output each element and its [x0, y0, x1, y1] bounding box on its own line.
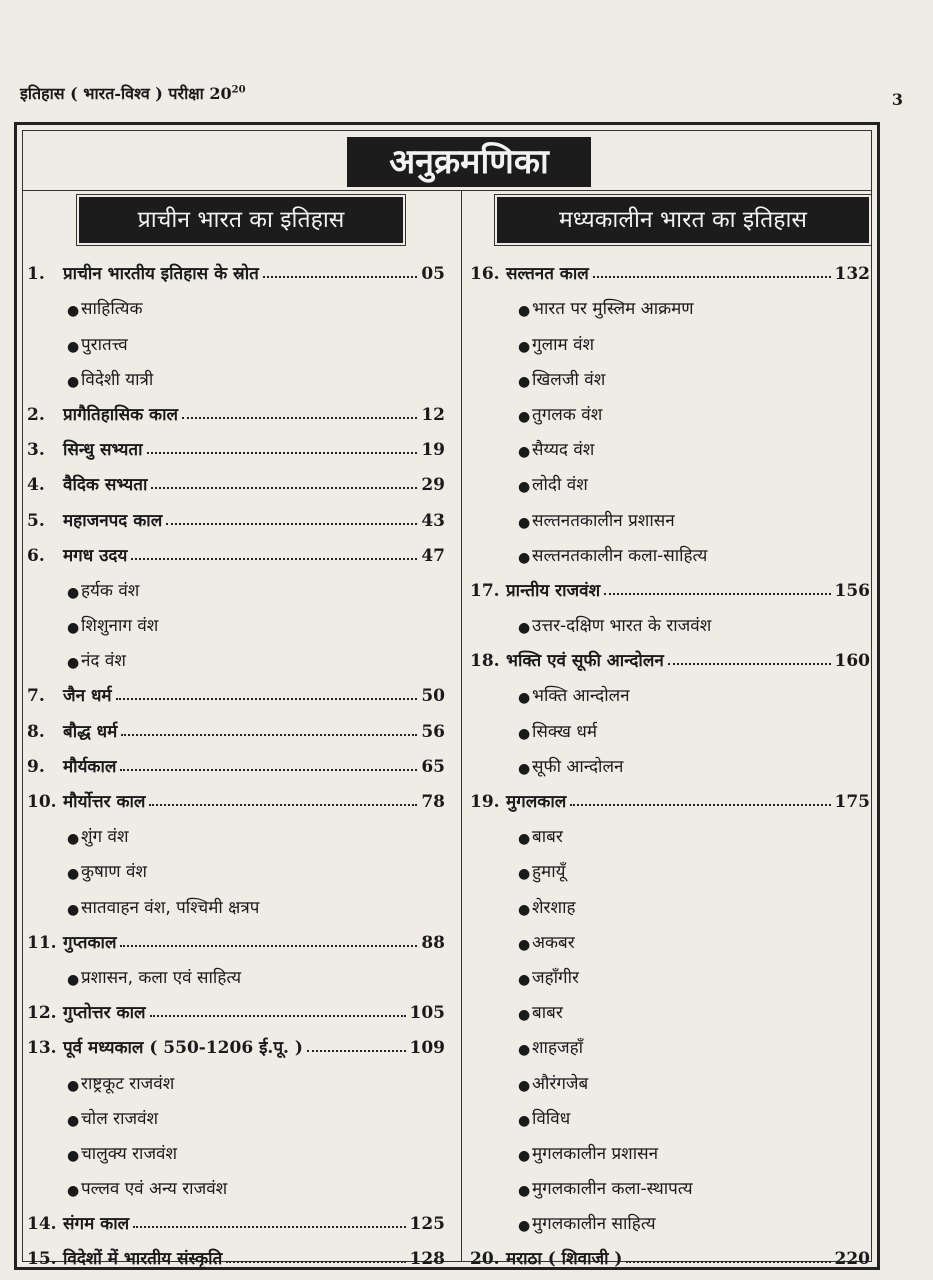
chapter-title: मौर्यकाल	[63, 756, 117, 777]
subtopic-title: नंद वंश	[81, 651, 126, 672]
chapter-page-number: 47	[421, 545, 445, 566]
subtopic-title: सल्तनतकालीन कला-साहित्य	[532, 545, 708, 566]
chapter-number: 18.	[470, 651, 500, 672]
bullet-icon: ●	[67, 584, 80, 601]
chapter-page-number: 132	[834, 264, 870, 285]
chapter-number: 15.	[27, 1249, 57, 1270]
bullet-icon: ●	[67, 373, 80, 390]
toc-subtopic-row	[470, 601, 870, 636]
toc-subtopic-row	[27, 319, 445, 354]
toc-chapter-row	[470, 1234, 870, 1269]
bullet-icon: ●	[67, 866, 80, 883]
bullet-icon: ●	[518, 1112, 531, 1129]
divider-vertical	[461, 190, 462, 1261]
subtopic-title: लोदी वंश	[532, 475, 588, 496]
bullet-icon: ●	[67, 303, 80, 320]
subtopic-title: बाबर	[532, 827, 563, 848]
toc-subtopic-row	[470, 355, 870, 390]
subtopic-title: हुमायूँ	[532, 862, 566, 883]
bullet-icon: ●	[518, 1218, 531, 1235]
bullet-icon: ●	[518, 373, 531, 390]
subtopic-title: मुगलकालीन प्रशासन	[532, 1143, 659, 1164]
bullet-icon: ●	[518, 1147, 531, 1164]
bullet-icon: ●	[518, 831, 531, 848]
dot-leader	[626, 1261, 830, 1263]
bullet-icon: ●	[518, 514, 531, 531]
chapter-number: 5.	[27, 510, 45, 531]
toc-chapter-row	[27, 988, 445, 1023]
chapter-title: जैन धर्म	[63, 686, 112, 707]
toc-chapter-row	[470, 249, 870, 284]
dot-leader	[133, 1226, 405, 1228]
bullet-icon: ●	[67, 1183, 80, 1200]
chapter-number: 4.	[27, 475, 45, 496]
toc-subtopic-row	[27, 882, 445, 917]
toc-chapter-row	[27, 918, 445, 953]
chapter-page-number: 125	[409, 1214, 445, 1235]
toc-subtopic-row	[470, 495, 870, 530]
chapter-page-number: 128	[409, 1249, 445, 1270]
subtopic-title: खिलजी वंश	[532, 369, 606, 390]
chapter-page-number: 56	[421, 721, 445, 742]
subtopic-title: भारत पर मुस्लिम आक्रमण	[532, 299, 694, 320]
toc-subtopic-row	[27, 812, 445, 847]
toc-subtopic-row	[470, 671, 870, 706]
toc-subtopic-row	[470, 882, 870, 917]
subtopic-title: पुरातत्त्व	[81, 334, 128, 355]
chapter-title: सिन्धु सभ्यता	[63, 440, 143, 461]
toc-subtopic-row	[470, 1199, 870, 1234]
toc-subtopic-row	[470, 1023, 870, 1058]
dot-leader	[226, 1261, 405, 1263]
toc-subtopic-row	[27, 355, 445, 390]
subtopic-title: तुगलक वंश	[532, 404, 603, 425]
toc-chapter-row	[27, 495, 445, 530]
dot-leader	[593, 276, 831, 278]
chapter-number: 16.	[470, 264, 500, 285]
bullet-icon: ●	[518, 620, 531, 637]
toc-subtopic-row	[27, 284, 445, 319]
toc-chapter-row	[27, 706, 445, 741]
toc-subtopic-row	[470, 1094, 870, 1129]
toc-chapter-row	[27, 1199, 445, 1234]
dot-leader	[131, 558, 417, 560]
chapter-number: 17.	[470, 580, 500, 601]
dot-leader	[182, 417, 417, 419]
subtopic-title: मुगलकालीन साहित्य	[532, 1214, 656, 1235]
toc-chapter-row	[27, 425, 445, 460]
toc-subtopic-row	[27, 1094, 445, 1129]
chapter-title: महाजनपद काल	[63, 510, 163, 531]
subtopic-title: शिशुनाग वंश	[81, 616, 159, 637]
right-column-list	[470, 249, 870, 1269]
subtopic-title: कुषाण वंश	[81, 862, 147, 883]
book-title: इतिहास ( भारत-विश्व ) परीक्षा $20^{20}$	[20, 84, 246, 103]
bullet-icon: ●	[518, 408, 531, 425]
subtopic-title: हर्यक वंश	[81, 580, 140, 601]
bullet-icon: ●	[518, 936, 531, 953]
bullet-icon: ●	[67, 1147, 80, 1164]
toc-subtopic-row	[470, 742, 870, 777]
subtopic-title: राष्ट्रकूट राजवंश	[81, 1073, 175, 1094]
toc-subtopic-row	[27, 566, 445, 601]
chapter-page-number: 65	[421, 756, 445, 777]
divider-horizontal	[23, 190, 871, 191]
bullet-icon: ●	[67, 831, 80, 848]
toc-subtopic-row	[470, 706, 870, 741]
toc-subtopic-row	[470, 531, 870, 566]
dot-leader	[668, 663, 831, 665]
chapter-number: 10.	[27, 792, 57, 812]
subtopic-title: विविध	[532, 1108, 571, 1129]
chapter-page-number: 50	[421, 686, 445, 707]
chapter-number: 19.	[470, 792, 500, 812]
bullet-icon: ●	[67, 655, 80, 672]
bullet-icon: ●	[518, 444, 531, 461]
bullet-icon: ●	[518, 725, 531, 742]
chapter-title: प्रागैतिहासिक काल	[63, 404, 179, 425]
toc-chapter-row	[470, 636, 870, 671]
chapter-page-number: 29	[421, 475, 445, 496]
chapter-title: गुप्तकाल	[63, 932, 117, 953]
toc-chapter-row	[27, 460, 445, 495]
toc-subtopic-row	[470, 918, 870, 953]
chapter-title: मराठा ( शिवाजी )	[506, 1249, 623, 1270]
page-header	[20, 78, 903, 109]
chapter-number: 8.	[27, 721, 45, 742]
toc-subtopic-row	[27, 601, 445, 636]
toc-subtopic-row	[470, 1058, 870, 1093]
subtopic-title: सातवाहन वंश, पश्चिमी क्षत्रप	[81, 897, 260, 918]
chapter-title: विदेशों में भारतीय संस्कृति	[63, 1249, 223, 1270]
subtopic-title: सिक्ख धर्म	[532, 721, 597, 742]
dot-leader	[570, 804, 830, 806]
toc-subtopic-row	[470, 390, 870, 425]
chapter-number: 9.	[27, 756, 45, 777]
toc-subtopic-row	[470, 425, 870, 460]
toc-subtopic-row	[470, 988, 870, 1023]
toc-chapter-row	[27, 671, 445, 706]
dot-leader	[604, 593, 830, 595]
toc-subtopic-row	[470, 847, 870, 882]
contents-inner-border	[22, 130, 872, 1270]
chapter-title: संगम काल	[63, 1214, 130, 1235]
dot-leader	[116, 698, 418, 700]
toc-chapter-row	[27, 249, 445, 284]
chapter-page-number: 43	[421, 510, 445, 531]
chapter-title: सल्तनत काल	[506, 264, 589, 285]
subtopic-title: गुलाम वंश	[532, 334, 595, 355]
subtopic-title: भक्ति आन्दोलन	[532, 686, 630, 707]
toc-chapter-row	[470, 566, 870, 601]
bullet-icon: ●	[67, 1112, 80, 1129]
toc-chapter-row	[27, 1023, 445, 1058]
subtopic-title: शुंग वंश	[81, 827, 129, 848]
chapter-title: बौद्ध धर्म	[63, 721, 118, 742]
toc-subtopic-row	[470, 953, 870, 988]
toc-subtopic-row	[470, 1164, 870, 1199]
bullet-icon: ●	[518, 690, 531, 707]
chapter-number: 6.	[27, 545, 45, 566]
contents-banner: अनुक्रमणिका	[347, 137, 591, 187]
toc-subtopic-row	[27, 1164, 445, 1199]
toc-chapter-row	[27, 777, 445, 812]
toc-subtopic-row	[470, 812, 870, 847]
chapter-title: गुप्तोत्तर काल	[63, 1003, 146, 1024]
toc-subtopic-row	[470, 460, 870, 495]
subtopic-title: साहित्यिक	[81, 299, 143, 320]
bullet-icon: ●	[518, 1077, 531, 1094]
chapter-title: वैदिक सभ्यता	[63, 475, 148, 496]
subtopic-title: शाहजहाँ	[532, 1038, 584, 1059]
toc-subtopic-row	[27, 953, 445, 988]
chapter-title: मुगलकाल	[506, 792, 567, 812]
chapter-number: 13.	[27, 1038, 57, 1059]
dot-leader	[307, 1050, 406, 1052]
bullet-icon: ●	[518, 549, 531, 566]
chapter-number: 20.	[470, 1249, 500, 1270]
subtopic-title: पल्लव एवं अन्य राजवंश	[81, 1179, 228, 1200]
subtopic-title: विदेशी यात्री	[81, 369, 154, 390]
toc-chapter-row	[27, 1234, 445, 1269]
toc-chapter-row	[27, 531, 445, 566]
dot-leader	[120, 769, 417, 771]
dot-leader	[120, 945, 417, 947]
chapter-number: 14.	[27, 1214, 57, 1235]
chapter-title: मगध उदय	[63, 545, 128, 566]
dot-leader	[147, 452, 418, 454]
subtopic-title: बाबर	[532, 1003, 563, 1024]
right-column-heading: मध्यकालीन भारत का इतिहास	[497, 197, 869, 243]
bullet-icon: ●	[518, 760, 531, 777]
chapter-title: मौर्योत्तर काल	[63, 792, 146, 812]
bullet-icon: ●	[518, 1183, 531, 1200]
toc-chapter-row	[470, 777, 870, 812]
chapter-number: 3.	[27, 440, 45, 461]
page-number: 3	[891, 90, 903, 109]
dot-leader	[263, 276, 418, 278]
chapter-page-number: 105	[409, 1003, 445, 1024]
left-column-list	[27, 249, 445, 1269]
bullet-icon: ●	[518, 971, 531, 988]
bullet-icon: ●	[67, 971, 80, 988]
subtopic-title: उत्तर-दक्षिण भारत के राजवंश	[532, 616, 712, 637]
chapter-page-number: 160	[834, 651, 870, 672]
bullet-icon: ●	[518, 866, 531, 883]
subtopic-title: जहाँगीर	[532, 967, 579, 988]
chapter-page-number: 175	[834, 792, 870, 812]
bullet-icon: ●	[518, 338, 531, 355]
chapter-page-number: 05	[421, 264, 445, 285]
chapter-title: पूर्व मध्यकाल ( 550-1206 ई.पू. )	[63, 1038, 303, 1059]
edition-superscript: 20	[231, 84, 246, 96]
chapter-title: प्रान्तीय राजवंश	[506, 580, 601, 601]
bullet-icon: ●	[67, 338, 80, 355]
chapter-number: 11.	[27, 932, 57, 953]
toc-subtopic-row	[27, 1058, 445, 1093]
chapter-title: भक्ति एवं सूफी आन्दोलन	[506, 651, 664, 672]
bullet-icon: ●	[518, 479, 531, 496]
chapter-title: प्राचीन भारतीय इतिहास के स्रोत	[63, 264, 259, 285]
subtopic-title: अकबर	[532, 932, 575, 953]
bullet-icon: ●	[518, 303, 531, 320]
toc-subtopic-row	[470, 1129, 870, 1164]
dot-leader	[121, 734, 417, 736]
dot-leader	[151, 487, 417, 489]
chapter-page-number: 12	[421, 404, 445, 425]
subtopic-title: चालुक्य राजवंश	[81, 1143, 178, 1164]
chapter-page-number: 19	[421, 440, 445, 461]
left-column-heading: प्राचीन भारत का इतिहास	[79, 197, 403, 243]
chapter-number: 7.	[27, 686, 45, 707]
chapter-number: 12.	[27, 1003, 57, 1024]
subtopic-title: चोल राजवंश	[81, 1108, 159, 1129]
dot-leader	[166, 523, 417, 525]
bullet-icon: ●	[67, 901, 80, 918]
chapter-page-number: 78	[421, 792, 445, 812]
chapter-page-number: 88	[421, 932, 445, 953]
toc-subtopic-row	[470, 319, 870, 354]
dot-leader	[150, 1015, 406, 1017]
toc-chapter-row	[27, 390, 445, 425]
chapter-page-number: 109	[409, 1038, 445, 1059]
toc-chapter-row	[27, 742, 445, 777]
dot-leader	[149, 804, 417, 806]
bullet-icon: ●	[518, 1042, 531, 1059]
toc-subtopic-row	[470, 284, 870, 319]
bullet-icon: ●	[518, 1007, 531, 1024]
bullet-icon: ●	[67, 1077, 80, 1094]
subtopic-title: मुगलकालीन कला-स्थापत्य	[532, 1179, 693, 1200]
toc-subtopic-row	[27, 1129, 445, 1164]
subtopic-title: प्रशासन, कला एवं साहित्य	[81, 967, 242, 988]
chapter-number: 1.	[27, 264, 45, 285]
chapter-page-number: 156	[834, 580, 870, 601]
chapter-number: 2.	[27, 404, 45, 425]
toc-subtopic-row	[27, 636, 445, 671]
bullet-icon: ●	[518, 901, 531, 918]
bullet-icon: ●	[67, 620, 80, 637]
subtopic-title: औरंगजेब	[532, 1073, 589, 1094]
toc-subtopic-row	[27, 847, 445, 882]
contents-frame	[14, 122, 880, 1270]
subtopic-title: सैय्यद वंश	[532, 440, 595, 461]
subtopic-title: सूफी आन्दोलन	[532, 756, 624, 777]
subtopic-title: सल्तनतकालीन प्रशासन	[532, 510, 675, 531]
subtopic-title: शेरशाह	[532, 897, 576, 918]
chapter-page-number: 220	[834, 1249, 870, 1270]
